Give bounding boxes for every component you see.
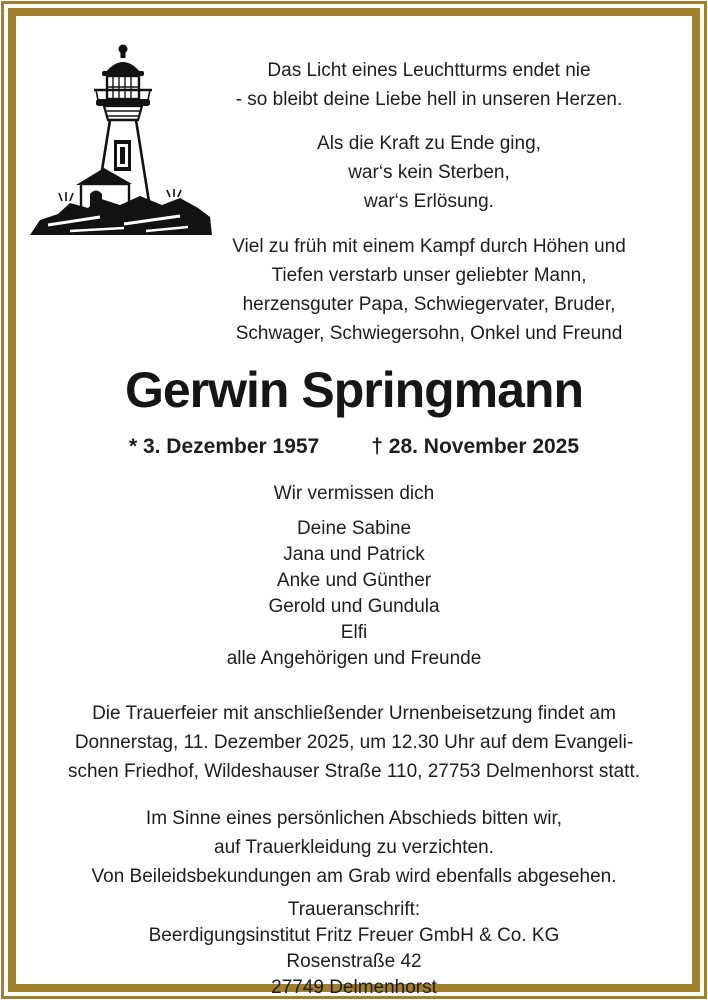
verse-line: war‘s kein Sterben, xyxy=(348,162,510,183)
death-date: † 28. November 2025 xyxy=(371,435,580,458)
service-line: Donnerstag, 11. Dezember 2025, um 12.30 Uhr auf dem Evangeli- xyxy=(74,732,634,753)
intro-line: herzensguter Papa, Schwiegervater, Bruder, xyxy=(242,294,616,315)
deceased-name: Gerwin Springmann xyxy=(124,362,584,418)
obituary-content xyxy=(16,16,692,998)
mourner-name: Anke und Günther xyxy=(276,570,432,591)
address-line: Beerdigungsinstitut Fritz Freuer GmbH & Co. KG xyxy=(148,925,560,946)
address-line: Rosenstraße 42 xyxy=(286,951,422,972)
birth-date: * 3. Dezember 1957 xyxy=(128,435,320,458)
mourner-name: Gerold und Gundula xyxy=(268,596,440,617)
service-line: schen Friedhof, Wildeshauser Straße 110, 27753 Delmenhorst statt. xyxy=(67,761,641,782)
mourner-name: alle Angehörigen und Freunde xyxy=(226,648,482,669)
intro-line: Viel zu früh mit einem Kampf durch Höhen und xyxy=(232,236,626,257)
epigraph-line: - so bleibt deine Liebe hell in unseren Herzen. xyxy=(235,89,623,110)
top-section xyxy=(38,46,670,216)
request-line: Von Beileidsbekundungen am Grab wird ebenfalls abgesehen. xyxy=(91,866,617,887)
intro-line: Schwager, Schwiegersohn, Onkel und Freund xyxy=(235,323,623,344)
life-dates xyxy=(38,435,670,459)
verse xyxy=(188,129,670,216)
service-line: Die Trauerfeier mit anschließender Urnenbeisetzung findet am xyxy=(92,703,616,724)
lighthouse-icon xyxy=(28,38,214,244)
mourner-name: Elfi xyxy=(340,622,368,643)
request-line: Im Sinne eines persönlichen Abschieds bitten wir, xyxy=(145,808,563,829)
intro-paragraph xyxy=(188,232,670,348)
verse-line: war‘s Erlösung. xyxy=(364,191,494,212)
lighthouse-column xyxy=(38,46,188,216)
service-info xyxy=(38,699,670,786)
top-text-column xyxy=(188,46,670,216)
intro-line: Tiefen verstarb unser geliebter Mann, xyxy=(271,265,587,286)
verse-line: Als die Kraft zu Ende ging, xyxy=(317,133,541,154)
epigraph-line: Das Licht eines Leuchtturms endet nie xyxy=(267,60,591,81)
farewell-line: Wir vermissen dich xyxy=(273,483,435,504)
condolence-address xyxy=(38,897,670,1000)
epigraph xyxy=(188,56,670,114)
mourner-name: Jana und Patrick xyxy=(283,544,425,565)
mourning-requests xyxy=(38,804,670,891)
address-label: Traueranschrift: xyxy=(287,899,421,920)
request-line: auf Trauerkleidung zu verzichten. xyxy=(214,837,494,858)
mourners-list xyxy=(38,516,670,672)
mourner-name: Deine Sabine xyxy=(296,518,412,539)
address-line: 27749 Delmenhorst xyxy=(271,977,437,998)
